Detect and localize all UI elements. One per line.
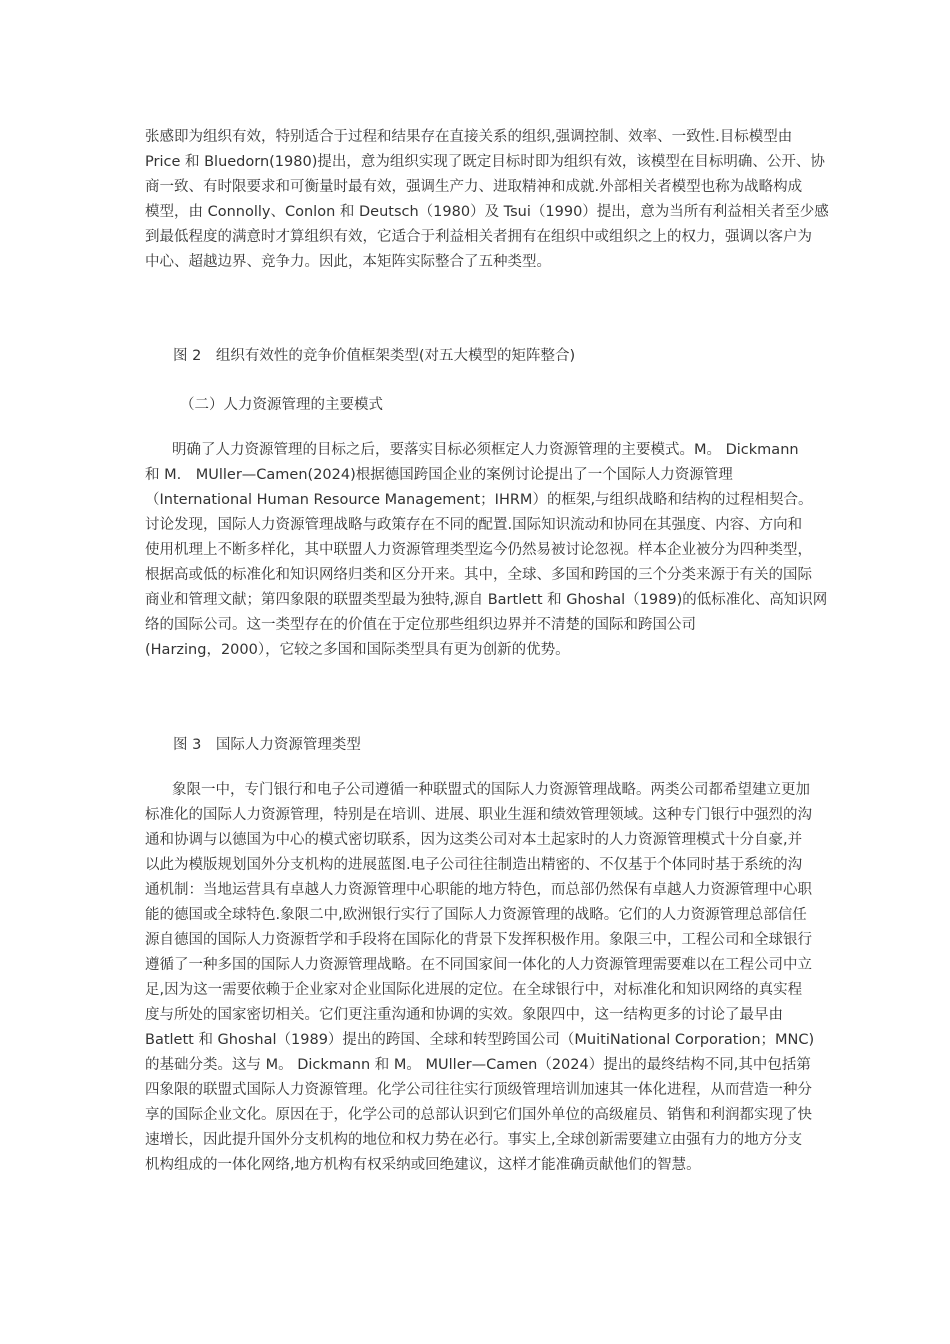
- paragraph-2-line: 使用机理上不断多样化，其中联盟人力资源管理类型迄今仍然易被讨论忽视。样本企业被分为四种类型，: [145, 542, 812, 558]
- paragraph-2-line: 根据高或低的标准化和知识网络归类和区分开来。其中，全球、多国和跨国的三个分类来源于有关的国际: [145, 567, 812, 583]
- paragraph-2-line: 明确了人力资源管理的目标之后，要落实目标必须框定人力资源管理的主要模式。M。 Dickmann: [172, 442, 799, 458]
- paragraph-3-line: 通和协调与以德国为中心的模式密切联系，因为这类公司对本土起家时的人力资源管理模式十分自豪,并: [145, 832, 803, 848]
- paragraph-3-line: 通机制：当地运营具有卓越人力资源管理中心职能的地方特色，而总部仍然保有卓越人力资源管理中心职: [145, 882, 812, 898]
- paragraph-2-line: (Harzing，2000），它较之多国和国际类型具有更为创新的优势。: [145, 642, 570, 658]
- paragraph-3-line: 足,因为这一需要依赖于企业家对企业国际化进展的定位。在全球银行中，对标准化和知识网络的真实程: [145, 982, 803, 998]
- paragraph-1-line: Price 和 Bluedorn(1980)提出，意为组织实现了既定目标时即为组织有效，该模型在目标明确、公开、协: [145, 154, 825, 170]
- paragraph-3-line: 四象限的联盟式国际人力资源管理。化学公司往往实行顶级管理培训加速其一体化进程，从而营造一种分: [145, 1082, 812, 1098]
- paragraph-3-line: 标准化的国际人力资源管理，特别是在培训、进展、职业生涯和绩效管理领域。这种专门银行中强烈的沟: [145, 807, 812, 823]
- paragraph-2-line: 和 M. MUller—Camen(2024)根据德国跨国企业的案例讨论提出了一个国际人力资源管理: [145, 467, 733, 483]
- paragraph-2-line: 讨论发现，国际人力资源管理战略与政策存在不同的配置.国际知识流动和协同在其强度、内容、方向和: [145, 517, 803, 533]
- paragraph-1-line: 到最低程度的满意时才算组织有效，它适合于利益相关者拥有在组织中或组织之上的权力，强调以客户为: [145, 229, 812, 245]
- paragraph-1-line: 张感即为组织有效，特别适合于过程和结果存在直接关系的组织,强调控制、效率、一致性.目标模型由: [145, 129, 793, 145]
- paragraph-3-line: 以此为模版规划国外分支机构的进展蓝图.电子公司往往制造出精密的、不仅基于个体同时基于系统的沟: [145, 857, 803, 873]
- paragraph-3-line: 机构组成的一体化网络,地方机构有权采纳或回绝建议，这样才能准确贡献他们的智慧。: [145, 1157, 701, 1173]
- paragraph-2-line: 络的国际公司。这一类型存在的价值在于定位那些组织边界并不清楚的国际和跨国公司: [145, 617, 696, 633]
- paragraph-3-line: 度与所处的国家密切相关。它们更注重沟通和协调的实效。象限四中，这一结构更多的讨论了最早由: [145, 1007, 783, 1023]
- figure-2-caption: 图 2 组织有效性的竞争价值框架类型(对五大模型的矩阵整合): [173, 348, 576, 364]
- paragraph-2-line: （International Human Resource Management；IHRM）的框架,与组织战略和结构的过程相契合。: [145, 492, 813, 508]
- paragraph-3-line: Batlett 和 Ghoshal（1989）提出的跨国、全球和转型跨国公司（MuitiNational Corporation；MNC): [145, 1032, 815, 1048]
- section-heading: （二）人力资源管理的主要模式: [180, 397, 383, 413]
- paragraph-1-line: 中心、超越边界、竞争力。因此，本矩阵实际整合了五种类型。: [145, 254, 551, 270]
- paragraph-3-line: 象限一中，专门银行和电子公司遵循一种联盟式的国际人力资源管理战略。两类公司都希望建立更加: [172, 782, 810, 798]
- figure-3-caption: 图 3 国际人力资源管理类型: [173, 737, 361, 753]
- paragraph-1-line: 商一致、有时限要求和可衡量时最有效，强调生产力、进取精神和成就.外部相关者模型也称为战略构成: [145, 179, 803, 195]
- paragraph-1-line: 模型，由 Connolly、Conlon 和 Deutsch（1980）及 Tsui（1990）提出，意为当所有利益相关者至少感: [145, 204, 829, 220]
- paragraph-3-line: 源自德国的国际人力资源哲学和手段将在国际化的背景下发挥积极作用。象限三中，工程公司和全球银行: [145, 932, 812, 948]
- paragraph-3-line: 速增长，因此提升国外分支机构的地位和权力势在必行。事实上,全球创新需要建立由强有力的地方分支: [145, 1132, 803, 1148]
- paragraph-3-line: 能的德国或全球特色.象限二中,欧洲银行实行了国际人力资源管理的战略。它们的人力资源管理总部信任: [145, 907, 807, 923]
- paragraph-2-line: 商业和管理文献；第四象限的联盟类型最为独特,源自 Bartlett 和 Ghoshal（1989)的低标准化、高知识网: [145, 592, 828, 608]
- paragraph-3-line: 遵循了一种多国的国际人力资源管理战略。在不同国家间一体化的人力资源管理需要难以在工程公司中立: [145, 957, 812, 973]
- paragraph-3-line: 的基础分类。这与 M。 Dickmann 和 M。 MUller—Camen（2024）提出的最终结构不同,其中包括第: [145, 1057, 811, 1073]
- paragraph-3-line: 享的国际企业文化。原因在于，化学公司的总部认识到它们国外单位的高级雇员、销售和利润都实现了快: [145, 1107, 812, 1123]
